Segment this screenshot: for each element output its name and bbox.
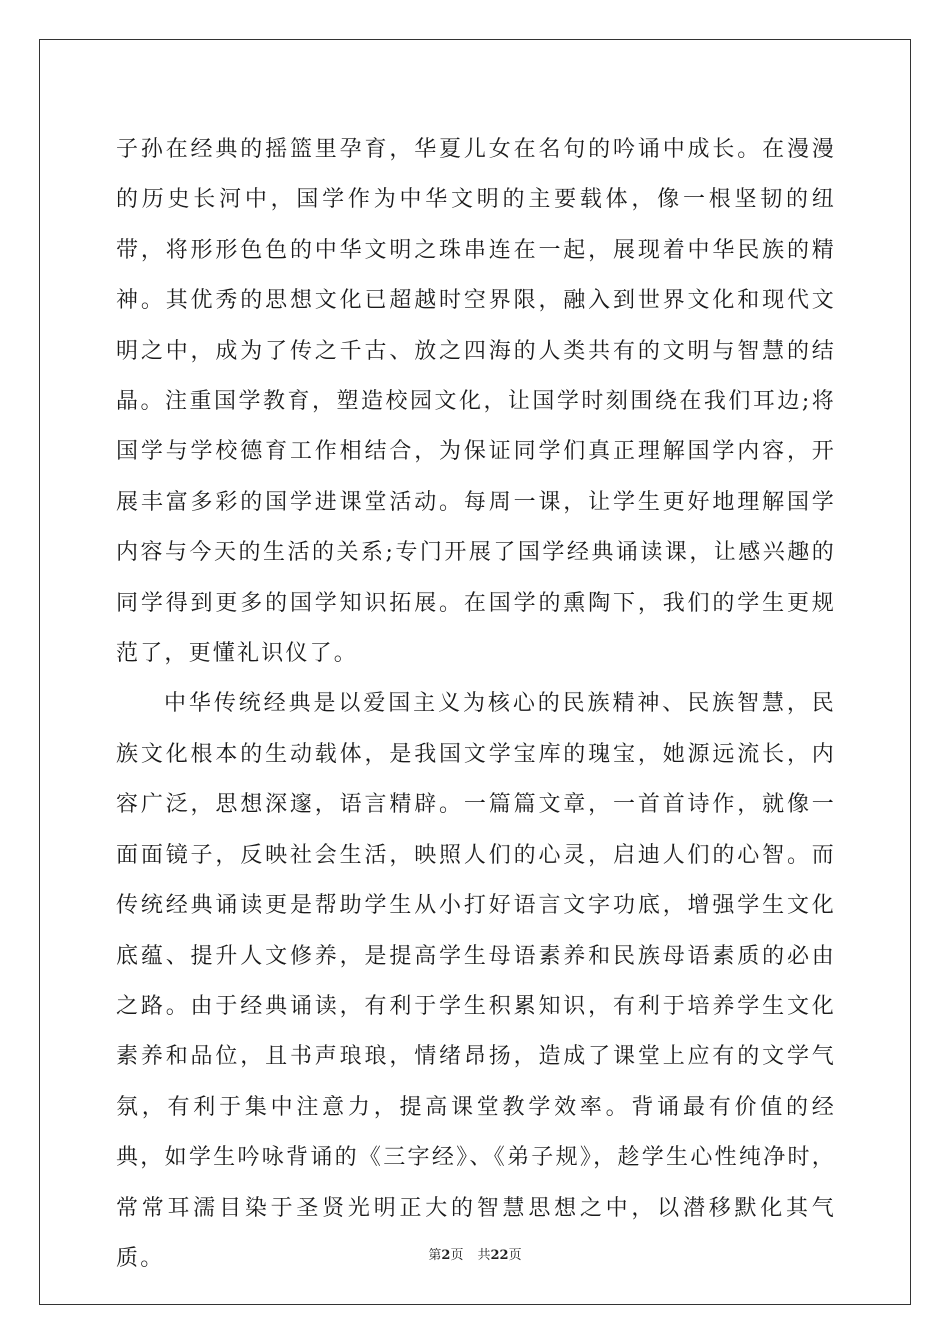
page-unit: 页 bbox=[450, 1248, 464, 1263]
paragraph-2: 中华传统经典是以爱国主义为核心的民族精神、民族智慧，民族文化根本的生动载体，是我国文学宝库的瑰宝，她源远流长，内容广泛，思想深邃，语言精辟。一篇篇文章，一首首诗作，就像一面面镜子，反映社会生活，映照人们的心灵，启迪人们的心智。而传统经典诵读更是帮助学生从小打好语言文字功底，增强学生文化底蕴、提升人文修养，是提高学生母语素养和民族母语素质的必由之路。由于经典诵读，有利于学生积累知识，有利于培养学生文化素养和品位，且书声琅琅，情绪昂扬，造成了课堂上应有的文学气氛，有利于集中注意力，提高课堂教学效率。背诵最有价值的经典，如学生吟咏背诵的《三字经》、《弟子规》，趁学生心性纯净时，常常耳濡目染于圣贤光明正大的智慧思想之中，以潜移默化其气质。 bbox=[116, 691, 836, 1271]
page-footer bbox=[0, 1247, 950, 1265]
total-prefix: 共 bbox=[477, 1248, 491, 1263]
document-body bbox=[116, 125, 836, 1284]
paragraph-1: 子孙在经典的摇篮里孕育，华夏儿女在名句的吟诵中成长。在漫漫的历史长河中，国学作为中华文明的主要载体，像一根坚韧的纽带，将形形色色的中华文明之珠串连在一起，展现着中华民族的精神。其优秀的思想文化已超越时空界限，融入到世界文化和现代文明之中，成为了传之千古、放之四海的人类共有的文明与智慧的结晶。注重国学教育，塑造校园文化，让国学时刻围绕在我们耳边;将国学与学校德育工作相结合，为保证同学们真正理解国学内容，开展丰富多彩的国学进课堂活动。每周一课，让学生更好地理解国学内容与今天的生活的关系;专门开展了国学经典诵读课，让感兴趣的同学得到更多的国学知识拓展。在国学的熏陶下，我们的学生更规范了，更懂礼识仪了。 bbox=[116, 137, 836, 667]
total-unit: 页 bbox=[508, 1248, 522, 1263]
total-pages: 22 bbox=[490, 1248, 509, 1263]
page-number: 2 bbox=[441, 1248, 451, 1263]
page-prefix: 第 bbox=[428, 1248, 442, 1263]
